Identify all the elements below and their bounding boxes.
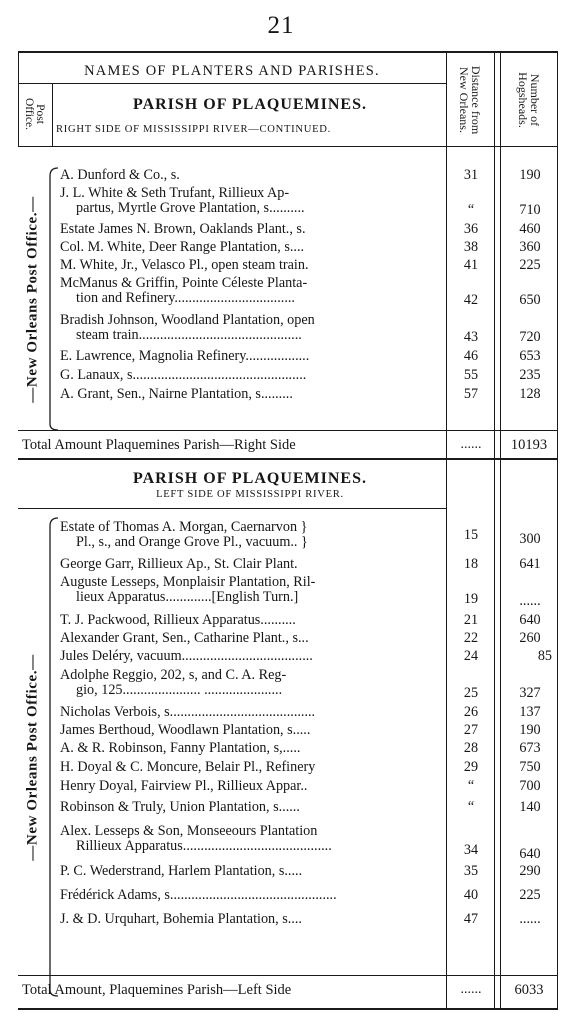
section2-brace	[46, 516, 60, 998]
section2-post-office-label	[20, 516, 46, 998]
hogsheads-value: 128	[519, 386, 541, 402]
hogsheads-value: ......	[519, 593, 541, 609]
hogsheads-value: 190	[519, 722, 541, 738]
planter-name	[60, 575, 444, 605]
hogsheads-col-left-rule	[494, 51, 495, 1009]
distance-value: 34	[463, 842, 479, 858]
distance-value: “	[467, 202, 475, 218]
name-line2: steam train..............................................	[76, 327, 302, 343]
distance-value: 38	[463, 239, 479, 255]
name-line1: P. C. Wederstrand, Harlem Plantation, s.....	[60, 864, 303, 879]
name-line1: H. Doyal & C. Moncure, Belair Pl., Refinery	[60, 760, 316, 775]
post-office-column-header	[18, 88, 50, 140]
name-line1: E. Lawrence, Magnolia Refinery..................	[60, 349, 310, 364]
hogsheads-value: 673	[519, 740, 541, 756]
hogsheads-value: 137	[519, 704, 541, 720]
distance-value: 55	[463, 367, 479, 383]
distance-col-left-rule	[446, 51, 447, 1009]
hogsheads-value: 85	[537, 648, 552, 664]
distance-value: 22	[463, 630, 479, 646]
distance-value: 43	[463, 329, 479, 345]
distance-value: 15	[463, 527, 479, 543]
name-line1: A. Dunford & Co., s.	[60, 168, 180, 183]
name-line2: lieux Apparatus.............[English Turn.]	[76, 589, 299, 605]
hogsheads-value: 650	[519, 292, 541, 308]
section2-total-top-rule	[18, 975, 558, 976]
section1-post-office-label	[20, 166, 46, 432]
planter-name	[60, 741, 444, 756]
planter-name	[60, 779, 444, 794]
hogsheads-value: 225	[519, 887, 541, 903]
distance-column-header	[447, 54, 493, 146]
hogsheads-value: 360	[519, 239, 541, 255]
planter-name	[60, 723, 444, 738]
name-line1: Robinson & Truly, Union Plantation, s......	[60, 800, 300, 815]
name-line1: Alexander Grant, Sen., Catharine Plant., s...	[60, 631, 309, 646]
name-line1: J. & D. Urquhart, Bohemia Plantation, s....	[60, 912, 302, 927]
hogsheads-value: 653	[519, 348, 541, 364]
planter-name	[60, 258, 444, 273]
planter-name	[60, 168, 444, 183]
distance-value: 27	[463, 722, 479, 738]
hogsheads-header-label: Number of Hogsheads.	[515, 72, 542, 128]
planter-name	[60, 631, 444, 646]
hogsheads-value: 750	[519, 759, 541, 775]
distance-value: 46	[463, 348, 479, 364]
section1-bottom-rule	[18, 430, 558, 431]
planter-name	[60, 705, 444, 720]
planter-name	[60, 800, 444, 815]
name-line1: A. & R. Robinson, Fanny Plantation, s,.....	[60, 741, 301, 756]
distance-value: 57	[463, 386, 479, 402]
distance-value: 19	[463, 591, 479, 607]
distance-value: 21	[463, 612, 479, 628]
section2-post-office-text: —New Orleans Post Office.—	[24, 653, 41, 861]
section1-post-office-text: —New Orleans Post Office.—	[24, 195, 41, 403]
planter-name	[60, 668, 444, 698]
post-office-header-label: Post Office.	[23, 97, 46, 131]
distance-value: 29	[463, 759, 479, 775]
name-line1: Col. M. White, Deer Range Plantation, s....	[60, 240, 305, 255]
name-line1: G. Lanaux, s.................................................	[60, 368, 307, 383]
planter-name	[60, 824, 444, 854]
planter-name	[60, 276, 444, 306]
section2-subtitle: LEFT SIDE OF MISSISSIPPI RIVER.	[156, 489, 344, 500]
planter-name	[60, 520, 444, 550]
section2-total-label: Total Amount, Plaquemines Parish—Left Side	[22, 982, 292, 998]
hogsheads-value: 260	[519, 630, 541, 646]
distance-value: 36	[463, 221, 479, 237]
name-line1: Estate James N. Brown, Oaklands Plant., s.	[60, 222, 306, 237]
name-line1: George Garr, Rillieux Ap., St. Clair Plant.	[60, 557, 298, 572]
name-line1: James Berthoud, Woodlawn Plantation, s.....	[60, 723, 311, 738]
distance-value: 42	[463, 292, 479, 308]
header-bottom-rule	[18, 146, 558, 147]
table-top-rule	[18, 51, 558, 53]
planter-name	[60, 313, 444, 343]
section2-total-dots: ......	[460, 982, 482, 997]
distance-value: 47	[463, 911, 479, 927]
planter-name	[60, 649, 444, 664]
distance-value: 35	[463, 863, 479, 879]
hogsheads-value: 640	[519, 846, 541, 862]
section1-brace	[46, 166, 60, 432]
distance-value: 18	[463, 556, 479, 572]
hogsheads-value: 640	[519, 612, 541, 628]
hogsheads-value: 700	[519, 778, 541, 794]
planter-name	[60, 912, 444, 927]
hogsheads-value: 225	[519, 257, 541, 273]
distance-value: 28	[463, 740, 479, 756]
name-line1: Jules Deléry, vacuum.....................................	[60, 649, 313, 664]
header-rule	[18, 83, 446, 84]
hogsheads-value: 460	[519, 221, 541, 237]
page-number: 21	[267, 12, 295, 39]
distance-value: 24	[463, 648, 479, 664]
name-line1: Frédérick Adams, s...............................................	[60, 888, 337, 903]
hogsheads-value: ......	[519, 911, 541, 927]
name-line1: Nicholas Verbois, s.........................................	[60, 705, 316, 720]
distance-value: 25	[463, 685, 479, 701]
distance-value: 41	[463, 257, 479, 273]
name-line1: Bradish Johnson, Woodland Plantation, open	[60, 313, 315, 328]
planter-name	[60, 613, 444, 628]
table-bottom-rule	[18, 1008, 558, 1010]
distance-value: “	[467, 799, 475, 815]
distance-value: “	[467, 778, 475, 794]
post-office-divider	[52, 84, 53, 146]
name-line1: Adolphe Reggio, 202, s, and C. A. Reg-	[60, 668, 287, 683]
planter-name	[60, 387, 444, 402]
hogsheads-value: 300	[519, 531, 541, 547]
planter-name	[60, 864, 444, 879]
name-line2: Pl., s., and Orange Grove Pl., vacuum.. }	[76, 534, 308, 550]
hogsheads-value: 710	[519, 202, 541, 218]
distance-value: 26	[463, 704, 479, 720]
name-line1: A. Grant, Sen., Nairne Plantation, s.........	[60, 387, 293, 402]
name-line1: T. J. Packwood, Rillieux Apparatus..........	[60, 613, 296, 628]
hogsheads-value: 190	[519, 167, 541, 183]
planter-name	[60, 368, 444, 383]
hogsheads-value: 235	[519, 367, 541, 383]
name-line2: Rillieux Apparatus..........................................	[76, 838, 332, 854]
section1-total-rule	[18, 458, 558, 460]
section1-total-value: 10193	[510, 437, 548, 453]
name-line1: McManus & Griffin, Pointe Céleste Planta-	[60, 276, 308, 291]
distance-value: 40	[463, 887, 479, 903]
section2-total-value: 6033	[514, 982, 544, 998]
planter-name	[60, 888, 444, 903]
name-line1: Alex. Lesseps & Son, Monseeours Plantation	[60, 824, 318, 839]
name-line2: partus, Myrtle Grove Plantation, s..........	[76, 200, 305, 216]
hogsheads-value: 327	[519, 685, 541, 701]
name-line1: Auguste Lesseps, Monplaisir Plantation, Ril-	[60, 575, 316, 590]
name-line1: Henry Doyal, Fairview Pl., Rillieux Appar..	[60, 779, 308, 794]
planter-name	[60, 557, 444, 572]
distance-value: 31	[463, 167, 479, 183]
section1-total-dots: ......	[460, 437, 482, 452]
hogsheads-value: 290	[519, 863, 541, 879]
planter-name	[60, 186, 444, 216]
planter-name	[60, 240, 444, 255]
names-column-header: NAMES OF PLANTERS AND PARISHES.	[84, 63, 380, 79]
name-line1: Estate of Thomas A. Morgan, Caernarvon }	[60, 520, 308, 535]
hogsheads-value: 720	[519, 329, 541, 345]
section1-total-label: Total Amount Plaquemines Parish—Right Side	[22, 437, 296, 453]
planter-name	[60, 349, 444, 364]
section2-title: PARISH OF PLAQUEMINES.	[132, 470, 367, 487]
planter-name	[60, 760, 444, 775]
section1-title: PARISH OF PLAQUEMINES.	[132, 96, 367, 113]
section1-subtitle: RIGHT SIDE OF MISSISSIPPI RIVER—CONTINUED.	[56, 124, 331, 135]
hogsheads-value: 641	[519, 556, 541, 572]
planter-name	[60, 222, 444, 237]
name-line2: tion and Refinery..................................	[76, 290, 295, 306]
hogsheads-column-header	[501, 54, 557, 146]
hogsheads-value: 140	[519, 799, 541, 815]
distance-header-label: Distance from New Orleans.	[457, 65, 483, 135]
name-line2: gio, 125...................... ......................	[76, 682, 283, 698]
name-line1: J. L. White & Seth Trufant, Rillieux Ap-	[60, 186, 290, 201]
section2-header-rule	[18, 508, 446, 509]
name-line1: M. White, Jr., Velasco Pl., open steam train.	[60, 258, 309, 273]
